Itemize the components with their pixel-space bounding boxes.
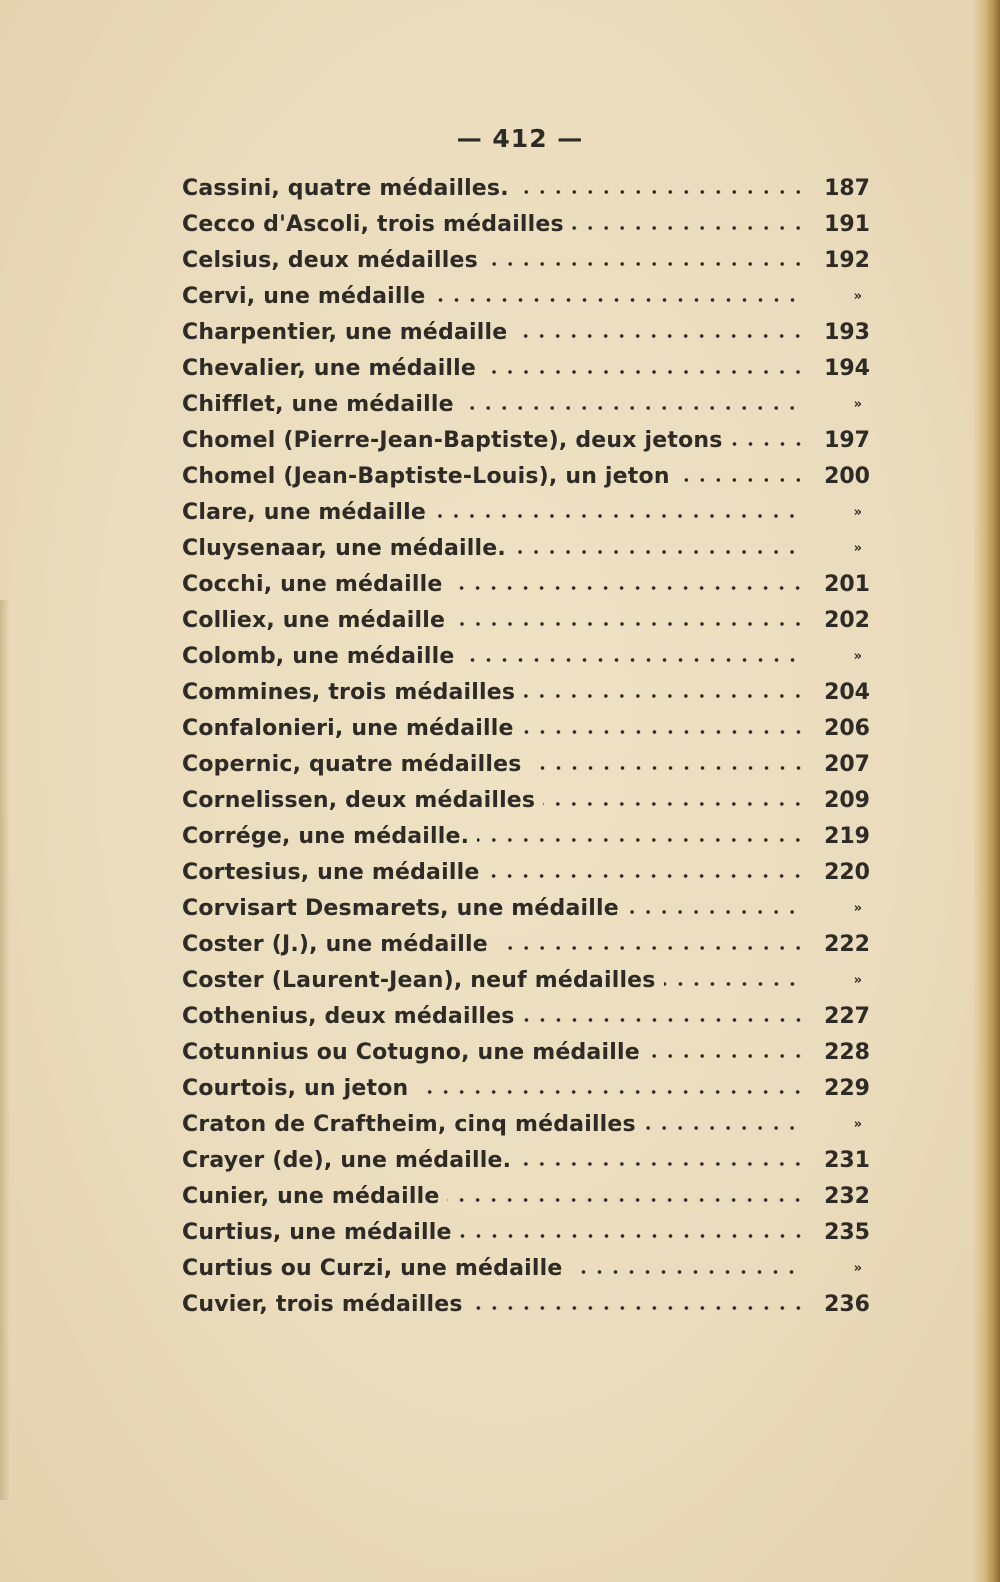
page-left-edge bbox=[0, 600, 10, 1500]
dot-leader bbox=[471, 1305, 806, 1311]
entry-page-number: 235 bbox=[824, 1219, 870, 1245]
index-entry bbox=[182, 1142, 870, 1178]
entry-name: Courtois, un jeton bbox=[182, 1075, 409, 1101]
dot-leader bbox=[731, 441, 807, 447]
dot-leader bbox=[523, 1017, 806, 1023]
entry-name: Cocchi, une médaille bbox=[182, 571, 443, 597]
entry-name: Commines, trois médailles bbox=[182, 679, 516, 705]
dot-leader bbox=[460, 1233, 806, 1239]
index-entry bbox=[182, 242, 870, 278]
index-entry bbox=[182, 206, 870, 242]
dot-leader bbox=[648, 1053, 806, 1059]
dot-leader bbox=[450, 585, 806, 591]
index-entry bbox=[182, 962, 870, 998]
entry-name: Cornelissen, deux médailles bbox=[182, 787, 536, 813]
entry-page-number: » bbox=[853, 540, 862, 556]
entry-page-number: » bbox=[853, 648, 862, 664]
entry-page-number: 192 bbox=[824, 247, 870, 273]
dot-leader bbox=[664, 981, 800, 987]
index-entry bbox=[182, 746, 870, 782]
entry-name: Curtius, une médaille bbox=[182, 1219, 452, 1245]
entry-page-number: 204 bbox=[824, 679, 870, 705]
index-entry bbox=[182, 674, 870, 710]
index-entry bbox=[182, 422, 870, 458]
entry-page-number: 209 bbox=[824, 787, 870, 813]
entry-name: Craton de Craftheim, cinq médailles bbox=[182, 1111, 636, 1137]
index-entry bbox=[182, 1214, 870, 1250]
index-entry bbox=[182, 782, 870, 818]
dot-leader bbox=[434, 513, 800, 519]
dot-leader bbox=[462, 405, 800, 411]
dot-leader bbox=[522, 729, 806, 735]
entry-name: Cunier, une médaille bbox=[182, 1183, 440, 1209]
index-entry bbox=[182, 1070, 870, 1106]
entry-page-number: 222 bbox=[824, 931, 870, 957]
dot-leader bbox=[477, 837, 806, 843]
entry-page-number: 197 bbox=[824, 427, 870, 453]
entry-name: Coster (J.), une médaille bbox=[182, 931, 488, 957]
index-entry bbox=[182, 1250, 870, 1286]
index-entry bbox=[182, 1178, 870, 1214]
index-entry bbox=[182, 638, 870, 674]
entry-page-number: 229 bbox=[824, 1075, 870, 1101]
dot-leader bbox=[530, 765, 807, 771]
index-entry bbox=[182, 566, 870, 602]
dot-leader bbox=[514, 549, 800, 555]
dot-leader bbox=[519, 1161, 806, 1167]
index-entry bbox=[182, 278, 870, 314]
entry-page-number: 194 bbox=[824, 355, 870, 381]
entry-name: Cluysenaar, une médaille. bbox=[182, 535, 506, 561]
index-entry bbox=[182, 926, 870, 962]
entry-name: Corrége, une médaille. bbox=[182, 823, 470, 849]
dot-leader bbox=[678, 477, 806, 483]
page-number: — 412 — bbox=[456, 124, 584, 153]
dot-leader bbox=[572, 225, 806, 231]
entry-name: Cotunnius ou Cotugno, une médaille bbox=[182, 1039, 640, 1065]
entry-page-number: 187 bbox=[824, 175, 870, 201]
index-entry bbox=[182, 602, 870, 638]
entry-page-number: » bbox=[853, 288, 862, 304]
entry-name: Cecco d'Ascoli, trois médailles bbox=[182, 211, 564, 237]
dot-leader bbox=[434, 297, 800, 303]
dot-leader bbox=[570, 1269, 800, 1275]
entry-page-number: » bbox=[853, 1260, 862, 1276]
dot-leader bbox=[496, 945, 806, 951]
index-entry bbox=[182, 1106, 870, 1142]
entry-name: Crayer (de), une médaille. bbox=[182, 1147, 512, 1173]
index-list bbox=[182, 170, 870, 1322]
entry-name: Chevalier, une médaille bbox=[182, 355, 477, 381]
index-entry bbox=[182, 386, 870, 422]
entry-page-number: » bbox=[853, 504, 862, 520]
entry-name: Chomel (Pierre-Jean-Baptiste), deux jetons bbox=[182, 427, 723, 453]
dot-leader bbox=[486, 261, 806, 267]
entry-page-number: 200 bbox=[824, 463, 870, 489]
dot-leader bbox=[523, 693, 806, 699]
entry-page-number: 219 bbox=[824, 823, 870, 849]
entry-page-number: 201 bbox=[824, 571, 870, 597]
entry-page-number: 220 bbox=[824, 859, 870, 885]
entry-page-number: 206 bbox=[824, 715, 870, 741]
dot-leader bbox=[453, 621, 806, 627]
dot-leader bbox=[447, 1197, 806, 1203]
entry-page-number: 236 bbox=[824, 1291, 870, 1317]
entry-page-number: » bbox=[853, 972, 862, 988]
entry-name: Cuvier, trois médailles bbox=[182, 1291, 463, 1317]
entry-name: Cervi, une médaille bbox=[182, 283, 426, 309]
entry-name: Corvisart Desmarets, une médaille bbox=[182, 895, 619, 921]
dot-leader bbox=[517, 189, 806, 195]
dot-leader bbox=[484, 369, 806, 375]
index-entry bbox=[182, 350, 870, 386]
dot-leader bbox=[463, 657, 801, 663]
entry-page-number: » bbox=[853, 900, 862, 916]
entry-name: Cortesius, une médaille bbox=[182, 859, 480, 885]
entry-page-number: 231 bbox=[824, 1147, 870, 1173]
dot-leader bbox=[416, 1089, 806, 1095]
entry-name: Copernic, quatre médailles bbox=[182, 751, 522, 777]
dot-leader bbox=[627, 909, 800, 915]
dot-leader bbox=[515, 333, 806, 339]
entry-page-number: 232 bbox=[824, 1183, 870, 1209]
entry-page-number: » bbox=[853, 1116, 862, 1132]
index-entry bbox=[182, 998, 870, 1034]
entry-name: Colomb, une médaille bbox=[182, 643, 455, 669]
entry-name: Cassini, quatre médailles. bbox=[182, 175, 509, 201]
entry-page-number: 207 bbox=[824, 751, 870, 777]
entry-page-number: 193 bbox=[824, 319, 870, 345]
index-entry bbox=[182, 890, 870, 926]
entry-name: Confalonieri, une médaille bbox=[182, 715, 514, 741]
entry-page-number: » bbox=[853, 396, 862, 412]
dot-leader bbox=[543, 801, 806, 807]
entry-name: Celsius, deux médailles bbox=[182, 247, 478, 273]
index-entry bbox=[182, 818, 870, 854]
entry-name: Curtius ou Curzi, une médaille bbox=[182, 1255, 563, 1281]
dot-leader bbox=[487, 873, 806, 879]
entry-name: Colliex, une médaille bbox=[182, 607, 446, 633]
entry-name: Cothenius, deux médailles bbox=[182, 1003, 515, 1029]
entry-name: Clare, une médaille bbox=[182, 499, 427, 525]
index-entry bbox=[182, 494, 870, 530]
index-entry bbox=[182, 314, 870, 350]
entry-page-number: 228 bbox=[824, 1039, 870, 1065]
entry-name: Charpentier, une médaille bbox=[182, 319, 508, 345]
index-entry bbox=[182, 854, 870, 890]
entry-name: Chifflet, une médaille bbox=[182, 391, 454, 417]
entry-name: Coster (Laurent-Jean), neuf médailles bbox=[182, 967, 656, 993]
dot-leader bbox=[644, 1125, 800, 1131]
entry-page-number: 227 bbox=[824, 1003, 870, 1029]
index-entry bbox=[182, 710, 870, 746]
index-entry bbox=[182, 530, 870, 566]
index-entry bbox=[182, 1286, 870, 1322]
index-entry bbox=[182, 170, 870, 206]
entry-page-number: 191 bbox=[824, 211, 870, 237]
page-right-edge-shadow bbox=[972, 0, 1000, 1582]
entry-name: Chomel (Jean-Baptiste-Louis), un jeton bbox=[182, 463, 670, 489]
index-entry bbox=[182, 1034, 870, 1070]
index-entry bbox=[182, 458, 870, 494]
entry-page-number: 202 bbox=[824, 607, 870, 633]
